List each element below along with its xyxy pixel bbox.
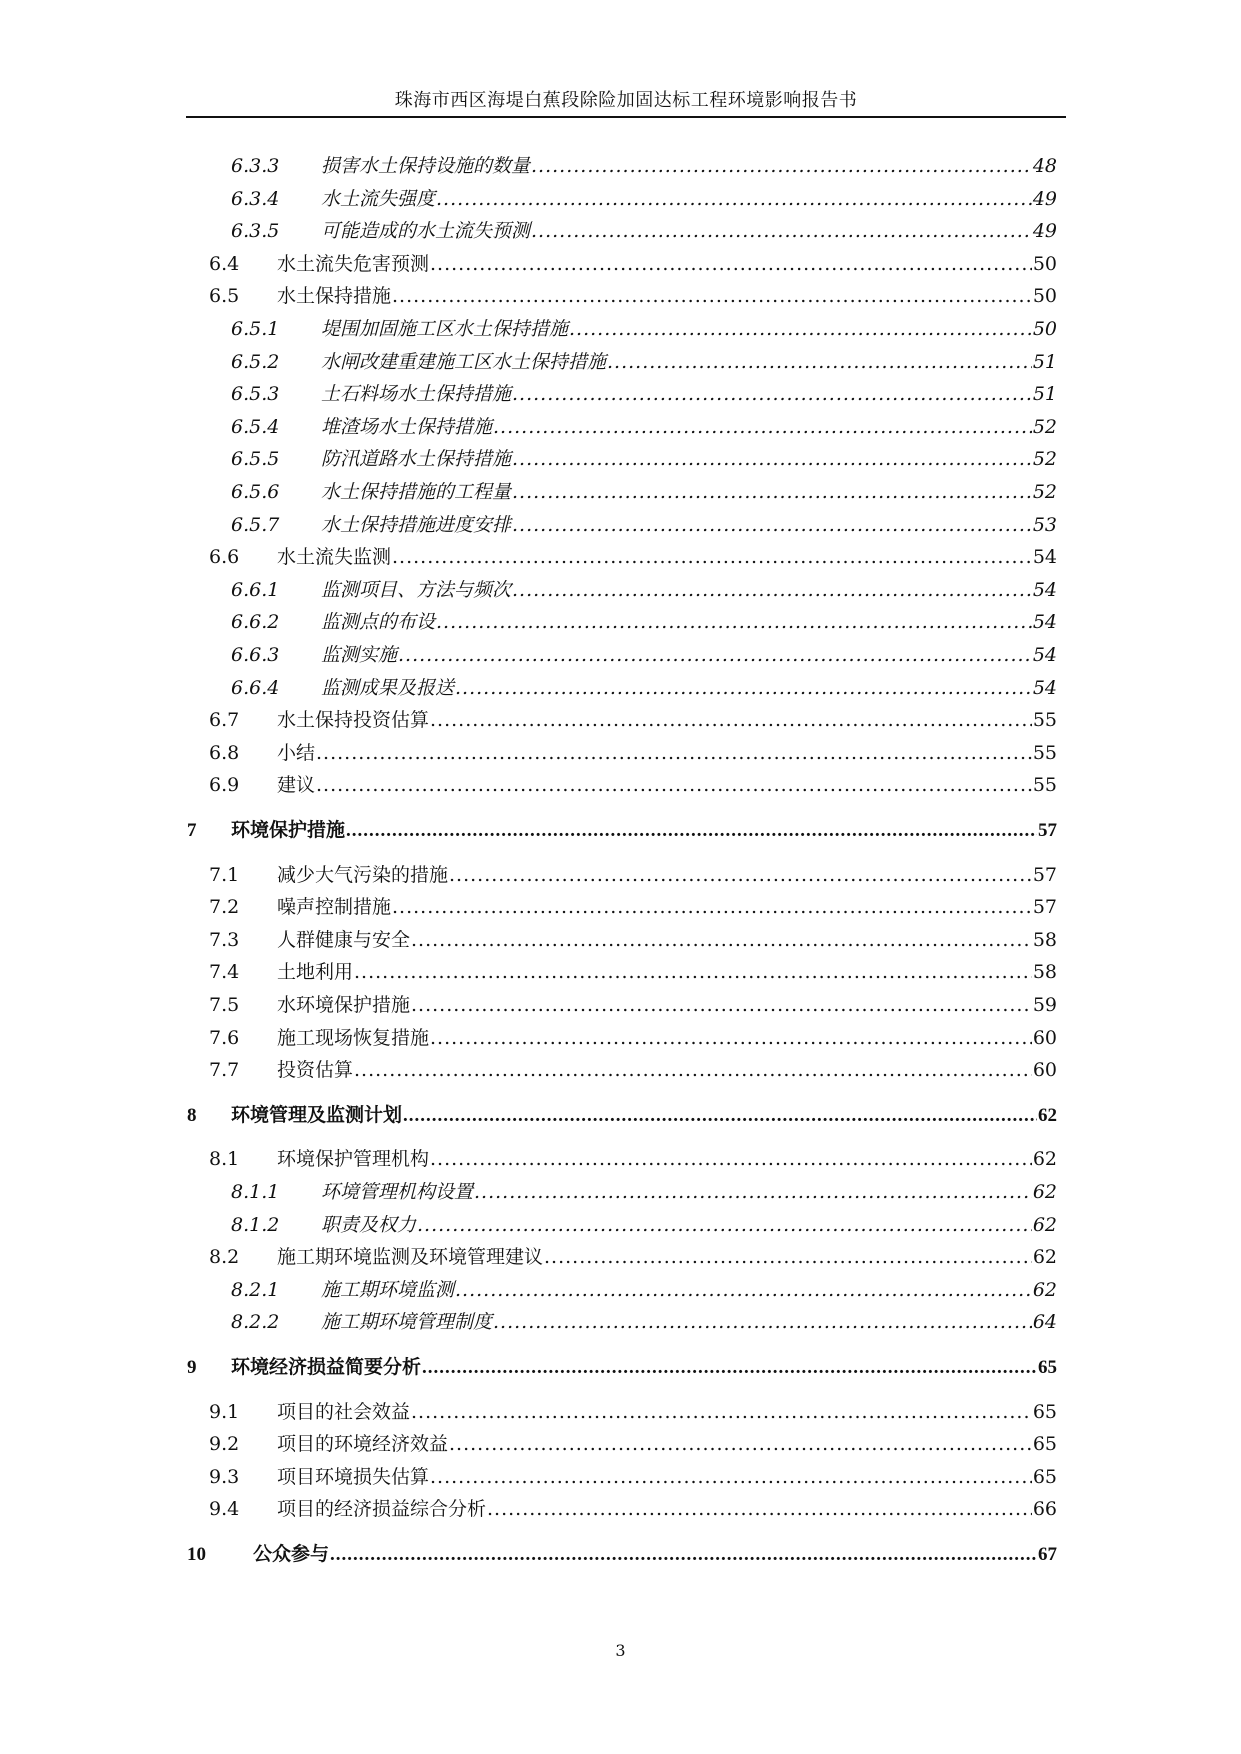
toc-dot-leader — [512, 514, 1032, 536]
toc-entry-number: 7.6 — [209, 1026, 240, 1049]
toc-entry-page: 50 — [1032, 318, 1057, 340]
toc-entry[interactable] — [187, 815, 1057, 841]
toc-dot-leader — [354, 1059, 1032, 1081]
toc-dot-leader — [330, 1544, 1037, 1566]
toc-entry-page: 54 — [1032, 546, 1057, 569]
toc-entry-number: 10 — [187, 1544, 206, 1565]
toc-entry-title: 项目的社会效益 — [277, 1400, 411, 1423]
toc-entry-number: 9.2 — [209, 1433, 240, 1456]
toc-entry-number: 6.5 — [209, 285, 240, 308]
toc-dot-leader — [392, 896, 1032, 918]
toc-entry-title: 水土保持措施的工程量 — [321, 481, 512, 503]
toc-dot-leader — [512, 579, 1032, 601]
toc-dot-leader — [455, 1279, 1032, 1301]
toc-entry[interactable] — [231, 379, 1057, 405]
toc-entry[interactable] — [209, 770, 1057, 796]
toc-entry-page: 49 — [1032, 187, 1057, 210]
toc-entry[interactable] — [209, 1429, 1057, 1455]
toc-entry-title: 堆渣场水土保持措施 — [321, 415, 493, 438]
toc-entry-title: 水土流失监测 — [277, 546, 392, 569]
toc-entry[interactable] — [231, 1177, 1057, 1203]
toc-entry-number: 6.3.5 — [231, 220, 280, 243]
toc-entry-title: 可能造成的水土流失预测 — [321, 220, 531, 243]
toc-entry-page: 49 — [1032, 220, 1057, 243]
toc-entry-number: 8.2.2 — [231, 1311, 280, 1334]
toc-entry-number: 6.5.4 — [231, 415, 280, 438]
toc-entry-title: 人群健康与安全 — [277, 928, 411, 951]
toc-dot-leader — [531, 155, 1032, 177]
toc-entry[interactable] — [231, 575, 1057, 601]
toc-entry-page: 52 — [1032, 448, 1057, 471]
toc-entry-number: 6.6.2 — [231, 611, 280, 634]
toc-entry-title: 监测成果及报送 — [321, 676, 455, 699]
toc-entry-number: 7.2 — [209, 896, 240, 919]
toc-dot-leader — [411, 1401, 1032, 1423]
toc-entry-number: 6.5.2 — [231, 350, 280, 373]
toc-entry[interactable] — [209, 1242, 1057, 1268]
toc-dot-leader — [436, 611, 1032, 633]
toc-entry-page: 59 — [1032, 994, 1057, 1016]
toc-entry-number: 6.5.3 — [231, 383, 280, 406]
toc-entry-number: 9.1 — [209, 1400, 240, 1423]
toc-entry-number: 6.8 — [209, 741, 240, 764]
toc-entry[interactable] — [231, 184, 1057, 210]
toc-entry-page: 57 — [1032, 896, 1057, 919]
toc-entry-title: 环境管理及监测计划 — [231, 1104, 403, 1126]
toc-dot-leader — [455, 677, 1032, 699]
toc-entry-title: 投资估算 — [277, 1059, 354, 1082]
toc-dot-leader — [392, 546, 1032, 568]
toc-entry[interactable] — [209, 738, 1057, 764]
toc-dot-leader — [449, 1433, 1032, 1455]
toc-entry-number: 7.7 — [209, 1059, 240, 1082]
toc-entry-number: 8 — [187, 1104, 197, 1126]
toc-entry[interactable] — [231, 1307, 1057, 1333]
toc-dot-leader — [430, 1148, 1032, 1170]
toc-entry-title: 建议 — [277, 774, 316, 797]
toc-entry-page: 65 — [1038, 1357, 1057, 1378]
toc-dot-leader — [346, 820, 1037, 842]
toc-entry-number: 9.4 — [209, 1498, 240, 1521]
toc-entry-number: 6.4 — [209, 252, 240, 275]
toc-entry-page: 51 — [1032, 350, 1057, 373]
toc-dot-leader — [398, 644, 1032, 666]
toc-entry-title: 防汛道路水土保持措施 — [321, 448, 512, 471]
toc-dot-leader — [411, 994, 1032, 1016]
toc-entry-title: 环境保护管理机构 — [277, 1148, 430, 1171]
toc-dot-leader — [354, 961, 1032, 983]
toc-dot-leader — [316, 742, 1032, 764]
toc-entry-number: 6.5.7 — [231, 513, 280, 536]
toc-entry-title: 水土流失危害预测 — [277, 252, 430, 275]
toc-entry-page: 64 — [1032, 1311, 1057, 1334]
toc-entry-title: 项目的经济损益综合分析 — [277, 1498, 487, 1521]
toc-entry[interactable] — [231, 510, 1057, 536]
toc-entry-page: 60 — [1032, 1026, 1057, 1049]
toc-entry-title: 水土保持措施进度安排 — [321, 513, 512, 536]
toc-entry[interactable] — [231, 673, 1057, 699]
toc-entry-page: 54 — [1032, 611, 1057, 634]
toc-entry-page: 57 — [1038, 820, 1057, 841]
toc-entry-page: 57 — [1032, 863, 1057, 886]
toc-entry-page: 60 — [1032, 1059, 1057, 1082]
toc-dot-leader — [493, 1311, 1032, 1333]
toc-entry-title: 损害水土保持设施的数量 — [321, 155, 531, 177]
toc-entry-page: 58 — [1032, 928, 1057, 951]
toc-entry-title: 水土流失强度 — [321, 187, 436, 210]
toc-entry-page: 51 — [1032, 383, 1057, 406]
toc-entry-title: 水闸改建重建施工区水土保持措施 — [321, 350, 607, 373]
toc-entry-number: 6.3.3 — [231, 155, 280, 177]
toc-entry[interactable] — [231, 1275, 1057, 1301]
toc-entry-number: 8.1 — [209, 1148, 240, 1171]
toc-dot-leader — [430, 1466, 1032, 1488]
toc-entry[interactable] — [231, 444, 1057, 470]
toc-dot-leader — [487, 1498, 1032, 1520]
toc-entry[interactable] — [209, 957, 1057, 983]
toc-entry-page: 55 — [1032, 774, 1057, 797]
toc-dot-leader — [316, 774, 1032, 796]
toc-dot-leader — [403, 1105, 1037, 1127]
toc-entry-number: 7 — [187, 820, 197, 841]
toc-entry[interactable] — [209, 990, 1057, 1016]
toc-entry-page: 58 — [1032, 961, 1057, 984]
toc-entry-number: 6.5.5 — [231, 448, 280, 471]
toc-entry[interactable] — [231, 314, 1057, 340]
toc-entry[interactable] — [209, 1462, 1057, 1488]
header-rule — [186, 116, 1066, 118]
toc-entry-number: 8.2 — [209, 1246, 240, 1269]
toc-entry[interactable] — [209, 705, 1057, 731]
toc-entry-title: 监测项目、方法与频次 — [321, 578, 512, 601]
toc-dot-leader — [436, 188, 1032, 210]
toc-entry-number: 6.9 — [209, 774, 240, 797]
toc-entry[interactable] — [209, 1144, 1057, 1170]
toc-entry-page: 50 — [1032, 285, 1057, 308]
toc-entry-page: 65 — [1032, 1433, 1057, 1456]
toc-dot-leader — [607, 351, 1032, 373]
toc-dot-leader — [392, 285, 1032, 307]
toc-entry-title: 水土保持投资估算 — [277, 709, 430, 732]
page-number: 3 — [615, 1641, 626, 1660]
toc-entry-page: 55 — [1032, 709, 1057, 732]
toc-entry-title: 职责及权力 — [321, 1213, 417, 1236]
toc-dot-leader — [474, 1181, 1032, 1203]
toc-entry-page: 62 — [1032, 1148, 1057, 1171]
toc-entry-number: 7.5 — [209, 994, 240, 1016]
toc-entry-number: 6.7 — [209, 709, 240, 732]
toc-dot-leader — [422, 1357, 1037, 1379]
toc-entry-number: 6.6.4 — [231, 676, 280, 699]
toc-entry-page: 62 — [1032, 1213, 1057, 1236]
toc-entry-title: 堤围加固施工区水土保持措施 — [321, 318, 569, 340]
toc-entry[interactable] — [231, 347, 1057, 373]
toc-entry-title: 减少大气污染的措施 — [277, 863, 449, 886]
toc-entry-page: 55 — [1032, 741, 1057, 764]
toc-entry-title: 小结 — [277, 741, 316, 764]
toc-entry-page: 62 — [1032, 1278, 1057, 1301]
toc-dot-leader — [531, 220, 1032, 242]
toc-entry-title: 施工现场恢复措施 — [277, 1026, 430, 1049]
toc-entry-title: 施工期环境监测及环境管理建议 — [277, 1246, 544, 1269]
toc-entry-number: 7.4 — [209, 961, 240, 984]
toc-entry-page: 65 — [1032, 1465, 1057, 1488]
toc-entry[interactable] — [209, 1494, 1057, 1520]
running-header: 珠海市西区海堤白蕉段除险加固达标工程环境影响报告书 — [394, 90, 858, 111]
toc-dot-leader — [430, 1027, 1032, 1049]
toc-entry[interactable] — [209, 249, 1057, 275]
toc-dot-leader — [411, 929, 1032, 951]
toc-entry[interactable] — [209, 1023, 1057, 1049]
toc-entry-page: 62 — [1032, 1246, 1057, 1269]
toc-entry[interactable] — [231, 412, 1057, 438]
toc-entry-title: 土地利用 — [277, 961, 354, 984]
toc-dot-leader — [569, 318, 1032, 340]
toc-entry-number: 9 — [187, 1357, 197, 1378]
toc-entry-title: 环境保护措施 — [231, 820, 346, 841]
toc-entry-title: 施工期环境监测 — [321, 1278, 455, 1301]
toc-entry-title: 施工期环境管理制度 — [321, 1311, 493, 1334]
toc-dot-leader — [512, 481, 1032, 503]
toc-entry[interactable] — [231, 477, 1057, 503]
toc-entry-page: 53 — [1032, 513, 1057, 536]
toc-dot-leader — [449, 864, 1032, 886]
toc-entry-number: 8.2.1 — [231, 1278, 280, 1301]
toc-entry-page: 66 — [1032, 1498, 1057, 1521]
toc-dot-leader — [430, 253, 1032, 275]
toc-entry[interactable] — [231, 216, 1057, 242]
toc-entry-title: 水土保持措施 — [277, 285, 392, 308]
toc-dot-leader — [417, 1214, 1032, 1236]
toc-dot-leader — [544, 1246, 1032, 1268]
toc-entry-number: 6.5.6 — [231, 481, 280, 503]
toc-entry[interactable] — [231, 640, 1057, 666]
toc-entry-title: 监测点的布设 — [321, 611, 436, 634]
toc-entry-page: 62 — [1038, 1104, 1057, 1126]
toc-entry-number: 6.3.4 — [231, 187, 280, 210]
toc-entry[interactable] — [187, 1100, 1057, 1126]
toc-entry-title: 环境管理机构设置 — [321, 1181, 474, 1203]
toc-entry-title: 水环境保护措施 — [277, 994, 411, 1016]
toc-dot-leader — [512, 448, 1032, 470]
toc-entry-page: 54 — [1032, 676, 1057, 699]
toc-entry-title: 噪声控制措施 — [277, 896, 392, 919]
toc-entry-number: 9.3 — [209, 1465, 240, 1488]
toc-entry-number: 8.1.2 — [231, 1213, 280, 1236]
toc-entry-title: 公众参与 — [253, 1544, 330, 1565]
toc-entry-title: 项目的环境经济效益 — [277, 1433, 449, 1456]
toc-entry-number: 7.1 — [209, 863, 240, 886]
toc-entry-page: 54 — [1032, 644, 1057, 666]
toc-entry-number: 6.6 — [209, 546, 240, 569]
toc-entry[interactable] — [209, 542, 1057, 568]
toc-dot-leader — [493, 416, 1032, 438]
toc-entry-title: 项目环境损失估算 — [277, 1465, 430, 1488]
toc-entry[interactable] — [209, 1055, 1057, 1081]
toc-entry[interactable] — [231, 607, 1057, 633]
toc-entry[interactable] — [209, 281, 1057, 307]
toc-entry[interactable] — [209, 892, 1057, 918]
toc-entry-page: 48 — [1032, 155, 1057, 177]
toc-entry-number: 7.3 — [209, 928, 240, 951]
toc-entry[interactable] — [231, 151, 1057, 177]
toc-entry-title: 监测实施 — [321, 644, 398, 666]
toc-entry-number: 8.1.1 — [231, 1181, 280, 1203]
toc-entry-page: 50 — [1032, 252, 1057, 275]
toc-entry[interactable] — [209, 925, 1057, 951]
toc-entry-page: 65 — [1032, 1400, 1057, 1423]
toc-dot-leader — [512, 383, 1032, 405]
toc-entry[interactable] — [231, 1210, 1057, 1236]
toc-entry-number: 6.6.3 — [231, 644, 280, 666]
toc-entry-page: 52 — [1032, 415, 1057, 438]
toc-entry-page: 54 — [1032, 578, 1057, 601]
toc-entry-page: 67 — [1038, 1544, 1057, 1565]
toc-entry-page: 62 — [1032, 1181, 1057, 1203]
toc-entry-title: 环境经济损益简要分析 — [231, 1357, 422, 1378]
toc-entry[interactable] — [187, 1539, 1057, 1565]
toc-dot-leader — [430, 709, 1032, 731]
toc-entry-number: 6.5.1 — [231, 318, 280, 340]
toc-entry[interactable] — [209, 860, 1057, 886]
toc-entry[interactable] — [209, 1397, 1057, 1423]
toc-entry-number: 6.6.1 — [231, 578, 280, 601]
toc-entry-page: 52 — [1032, 481, 1057, 503]
toc-entry[interactable] — [187, 1352, 1057, 1378]
toc-entry-title: 土石料场水土保持措施 — [321, 383, 512, 406]
